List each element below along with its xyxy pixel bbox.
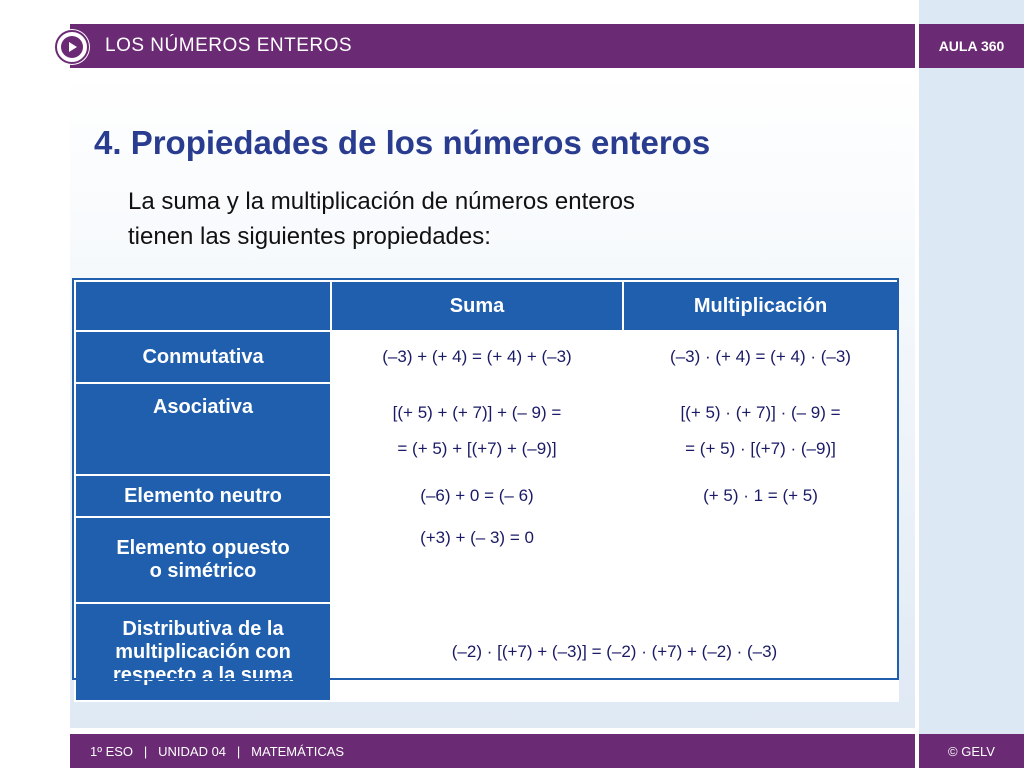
distributive-formula-cell: (–2) · [(+7) + (–3)] = (–2) · (+7) + (–2) · (–3) [331,603,898,701]
property-label: Conmutativa [75,331,331,383]
property-label: Elemento neutro [75,475,331,517]
property-line-2: multiplicación con [115,640,291,663]
suma-line-1: [(+ 5) + (+ 7)] + (– 9) = [392,403,562,422]
footer-separator-2: | [236,743,241,759]
mult-cell [623,517,898,603]
play-icon [61,36,83,58]
intro-line-1: La suma y la multiplicación de números enteros [128,188,635,215]
table-row-conmutativa [75,331,898,383]
page-title: 4. Propiedades de los números enteros [94,124,711,161]
property-line-1: Elemento opuesto [116,537,290,559]
table-row-asociativa [75,383,898,475]
header-multiplicacion: Multiplicación [623,281,898,331]
mult-line-2: = (+ 5) · [(+7) · (–9)] [685,439,836,458]
table-row-neutro [75,475,898,517]
properties-table [74,280,899,702]
footer-copyright: © GELV [919,734,1024,768]
left-margin [0,0,70,768]
header-suma: Suma [331,281,623,331]
property-label: Asociativa [75,383,331,475]
header-empty-cell [75,281,331,331]
intro-text [128,184,828,254]
suma-line-2: = (+ 5) + [(+7) + (–9)] [397,439,557,458]
footer-unit: UNIDAD 04 [158,743,227,759]
suma-cell [331,383,623,475]
property-line-3: respecto a la suma [112,663,294,686]
suma-cell: (+3) + (– 3) = 0 [331,517,623,603]
footer-course: 1º ESO [90,743,134,759]
property-line-2: o simétrico [149,560,257,582]
mult-cell: (–3) · (+ 4) = (+ 4) · (–3) [623,331,898,383]
mult-cell: (+ 5) · 1 = (+ 5) [623,475,898,517]
footer-separator-1: | [143,743,148,759]
intro-line-2: tienen las siguientes propiedades: [128,223,491,250]
play-button[interactable] [55,30,89,64]
property-label [75,517,331,603]
property-label [75,603,331,701]
property-line-1: Distributiva de la [122,617,284,640]
mult-cell [623,383,898,475]
brand-label: AULA 360 [919,24,1024,68]
suma-cell: (–3) + (+ 4) = (+ 4) + (–3) [331,331,623,383]
section-title: LOS NÚMEROS ENTEROS [105,35,353,56]
right-sidebar [919,0,1024,768]
table-row-opuesto [75,517,898,603]
suma-cell: (–6) + 0 = (– 6) [331,475,623,517]
mult-line-1: [(+ 5) · (+ 7)] · (– 9) = [680,403,841,422]
table-header-row [75,281,898,331]
footer-bar [70,734,915,768]
table-row-distributiva [75,603,898,701]
footer-subject: MATEMÁTICAS [251,743,345,759]
